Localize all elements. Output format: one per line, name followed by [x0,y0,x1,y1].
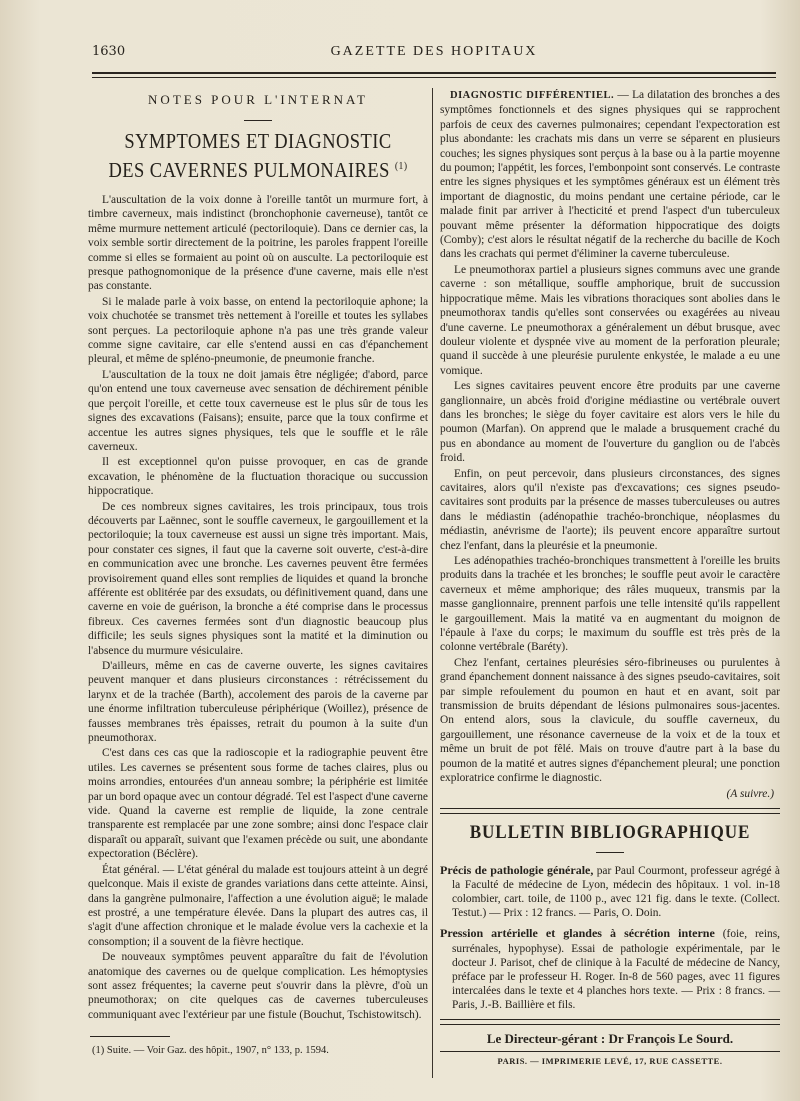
printer-rule [440,1051,780,1052]
paragraph: Les signes cavitaires peuvent encore être produits par une caverne ganglionnaire, un abcès froid d'origine médiastine ou vertébrale ouvert dans les bronches; le siège du foyer cavitaire est alors vers le hile du poumon (Marfan). On apprend que le malade a brusquement craché du pus en abondance au moment de l'ouverture du ganglion ou de l'abcès froid. [440,380,780,465]
bib-entry [440,926,780,1012]
bib-entry-text: par Paul Courmont, professeur agrégé à la Faculté de médecine de Lyon, médecin des hôpitaux. 1 vol. in-18 colombier, cart. toile, de 1100 p., avec 121 fig. dans le texte. (Collect. Testut.) — Prix : 12 francs. — Paris, O. Doin. [452,864,780,920]
paragraph: D'ailleurs, même en cas de caverne ouverte, les signes cavitaires peuvent manquer et dans plusieurs circonstances : rétrécissement du larynx et de la trachée (Barth), accolement des parois de la caverne par une énorme infiltration tuberculeuse périphérique (Woillez), présence de fausses membranes très épaisses, retrait du poumon à la suite d'un pneumothorax. [88,660,428,745]
header-rule-thick [92,72,776,74]
paragraph: État général. — L'état général du malade est toujours atteint à un degré quelconque. Mais il existe de grandes variations dans cette atteinte. Ainsi, dans la gangrène pulmonaire, l'affection a une évolution aiguë; le malade est prostré, a une température élevée. Dans la plupart des autres cas, il s'agit d'une affection chronique et le malade évolue vers la cachexie et la consomption; il a souvent de la fièvre hectique. [88,863,428,948]
article-title [108,129,407,183]
right-column [440,88,780,1066]
footnote-ref: (1) [394,160,408,172]
column-divider [432,88,433,1078]
journal-title: GAZETTE DES HOPITAUX [330,44,538,59]
footnote-divider [90,1036,170,1037]
director-rule [440,1019,780,1025]
paragraph: De nouveaux symptômes peuvent apparaître du fait de l'évolution anatomique des cavernes ou de quelque complication. Les hémoptysies sont assez fréquentes; la caverne peut s'ouvrir dans la plèvre, d'où un pneumothorax; on cite quelques cas de cavernes tuberculeuses communiquant avec l'extérieur par une fistule (Bouchut, Tschistowitsch). [88,951,428,1021]
section-label: NOTES POUR L'INTERNAT [148,92,368,107]
bulletin-title: BULLETIN BIBLIOGRAPHIQUE [469,821,751,843]
director-line: Le Directeur-gérant : Dr François Le Sourd. [486,1030,734,1046]
paragraph: C'est dans ces cas que la radioscopie et la radiographie peuvent être utiles. Les cavernes se présentent sous forme de taches claires, plus ou moins arrondies, entourées d'un anneau sombre; la périphérie est limitée par un bord opaque avec un contour dégradé. Tel est l'aspect d'une caverne vide. Quand la caverne est remplie de liquide, la zone centrale transparente est remplacée par une zone sombre; ainsi donc l'espace clair disparaît ou apparaît, suivant que l'examen précède ou suit, une abondante expectoration (Béclère). [88,747,428,861]
article-body [88,193,428,1022]
paragraph: L'auscultation de la voix donne à l'oreille tantôt un murmure fort, à timbre caverneux, mais indistinct (bronchophonie caverneuse), tantôt ce même murmure nettement articulé (pectoriloquie). Dans ce dernier cas, la voix semble sortir directement de la poitrine, les paroles frappent l'oreille comme si elles se formaient au point où on ausculte. La pectoriloquie est presque pathognomonique de la présence d'une caverne, mais elle n'est pas constante. [88,194,428,293]
bib-entry-title: Précis de pathologie générale, [440,862,594,877]
bib-entry-title: Pression artérielle et glandes à sécrétion interne [440,926,715,941]
article-title-text: SYMPTOMES ET DIAGNOSTIC DES CAVERNES PULMONAIRES [108,129,392,182]
continued-note: (A suivre.) [726,787,774,800]
paragraph: Chez l'enfant, certaines pleurésies séro-fibrineuses ou purulentes à grand épanchement donnent naissance à des signes pseudo-cavitaires, soit par simple refoulement du poumon en haut et en avant, soit par transmission de bruits dépendant de lésions pulmonaires sous-jacentes. On entend alors, sous la clavicule, du souffle caverneux, du gargouillement, une résonance caverneuse de la voix et de la toux et même un bruit de pot fêlé. Mais on trouve d'autre part à la base du poumon de la matité et autres signes d'épanchement pleural; une ponction exploratrice confirme le diagnostic. [440,656,780,785]
header-rule-thin [92,77,776,78]
lead-label: DIAGNOSTIC DIFFÉRENTIEL. [450,90,615,101]
paragraph: Si le malade parle à voix basse, on entend la pectoriloquie aphone; la voix chuchotée se transmet très nettement à l'oreille et toutes les syllabes sont perçues. La pectoriloquie aphone n'a pas une très grande valeur comme signe cavitaire, car elle s'entend aussi en cas d'épanchement pleural, et même de spléno-pneumonie, de pneumonie franche. [88,295,428,366]
left-column [88,92,428,1056]
lead-text: — La dilatation des bronches a des symptômes fonctionnels et des signes physiques qui se rapprochent parfois de ceux des cavernes pulmonaires; cependant l'expectoration est plus abondante: les crachats mis dans un verre se séparent en plusieurs couches; les signes physiques sont perçus à la base ou à la partie moyenne du poumon; l'appétit, les forces, l'embonpoint sont conservés. Le contraste entre les signes physiques et les symptômes généraux est un élément très important de diagnostic, du moins pendant une certaine période, car le malade finit par arriver à l'hecticité et prend l'aspect d'un tuberculeux pouvant même présenter la déformation hippocratique des doigts (Comby); c'est alors le résultat négatif de la recherche du bacille de Koch dans les crachats qui permet d'éliminer la caverne tuberculeuse. [440,89,780,261]
page-number: 1630 [92,44,126,59]
differential-diagnosis-body [440,88,780,786]
paragraph: Il est exceptionnel qu'on puisse provoquer, en cas de grande excavation, le phénomène de la fluctuation thoracique ou succussion hippocratique. [88,456,428,498]
paragraph: De ces nombreux signes cavitaires, les trois principaux, tous trois découverts par Laënnec, sont le souffle caverneux, le gargouillement et la pectoriloquie; la toux caverneuse est aussi un signe très important. Mais, pour constater ces signes, il faut que la caverne soit ouverte, c'est-à-dire en communication avec une bronche. Les cavernes peuvent être fermées provisoirement quand elles sont remplies de liquides et quand la bronche afférente est oblitérée par des exsudats, ou définitivement quand, dans une caverne en voie de guérison, la bronche a été comprise dans le processus fibreux. Ces cavernes fermées sont d'un diagnostic beaucoup plus difficile; les seuls signes physiques sont la matité et la diminution ou l'absence du murmure vésiculaire. [88,500,428,657]
section-divider [244,120,272,121]
bulletin-top-rule [440,808,780,814]
bulletin-divider [596,852,624,853]
paragraph: Le pneumothorax partiel a plusieurs signes communs avec une grande caverne : son métallique, souffle amphorique, bruit de succussion hippocratique même. Mais les vibrations thoraciques sont abolies dans le pneumothorax tandis qu'elles sont conservées ou exagérées au niveau d'une caverne. Le pneumothorax a généralement un début brusque, avec douleur violente et dyspnée vive au moment de la perforation pleurale; quand il succède à une pleurésie purulente enkystée, le malade a eu une vomique. [440,263,780,377]
paragraph: L'auscultation de la toux ne doit jamais être négligée; d'abord, parce qu'on entend une toux caverneuse avec sensation de déchirement pénible que perçoit l'oreille, et cette toux caverneuse est le plus sûr de tous les signes des excavations (Faisans); ensuite, parce que la toux confirme et accentue les autres signes physiques, tels que le souffle et le râle caverneux. [88,368,428,453]
bib-entry [440,863,780,921]
footnote: (1) Suite. — Voir Gaz. des hôpit., 1907, n° 133, p. 1594. [92,1045,329,1057]
page-header [92,44,776,64]
paragraph: Enfin, on peut percevoir, dans plusieurs circonstances, des signes cavitaires, alors qu'il n'existe pas d'excavations; ces signes pseudo-cavitaires sont produits par la présence de masses tuberculeuses ou autres dans le médiastin (adénopathie trachéo-bronchique, néoplasmes du médiastin, anévrisme de l'aorte); ils peuvent encore apparaître surtout chez l'enfant, dans la pleurésie et la pneumonie. [440,467,780,552]
printer-line: PARIS. — IMPRIMERIE LEVÉ, 17, RUE CASSETTE. [497,1055,723,1066]
paragraph [440,88,780,262]
bib-entry-text: (foie, reins, surrénales, hypophyse). Essai de pathologie expérimentale, par le docteur J. Parisot, chef de clinique à la Faculté de médecine de Nancy, préface par le professeur H. Roger. In-8 de 560 pages, avec 11 figures intercalées dans le texte et 4 planches hors texte. — Prix : 8 francs. — Paris, J.-B. Baillière et fils. [452,928,780,1012]
paragraph: Les adénopathies trachéo-bronchiques transmettent à l'oreille les bruits produits dans la trachée et les bronches; le souffle peut avoir le caractère caverneux et même amphorique; des râles muqueux, transmis par la masse ganglionnaire, prennent parfois une telle intensité qu'ils rappellent le gargouillement. Mais la matité va en augmentant du moignon de l'épaule à l'axe du corps; le maximum du souffle est très près de la colonne vertébrale (Baréty). [440,555,780,654]
